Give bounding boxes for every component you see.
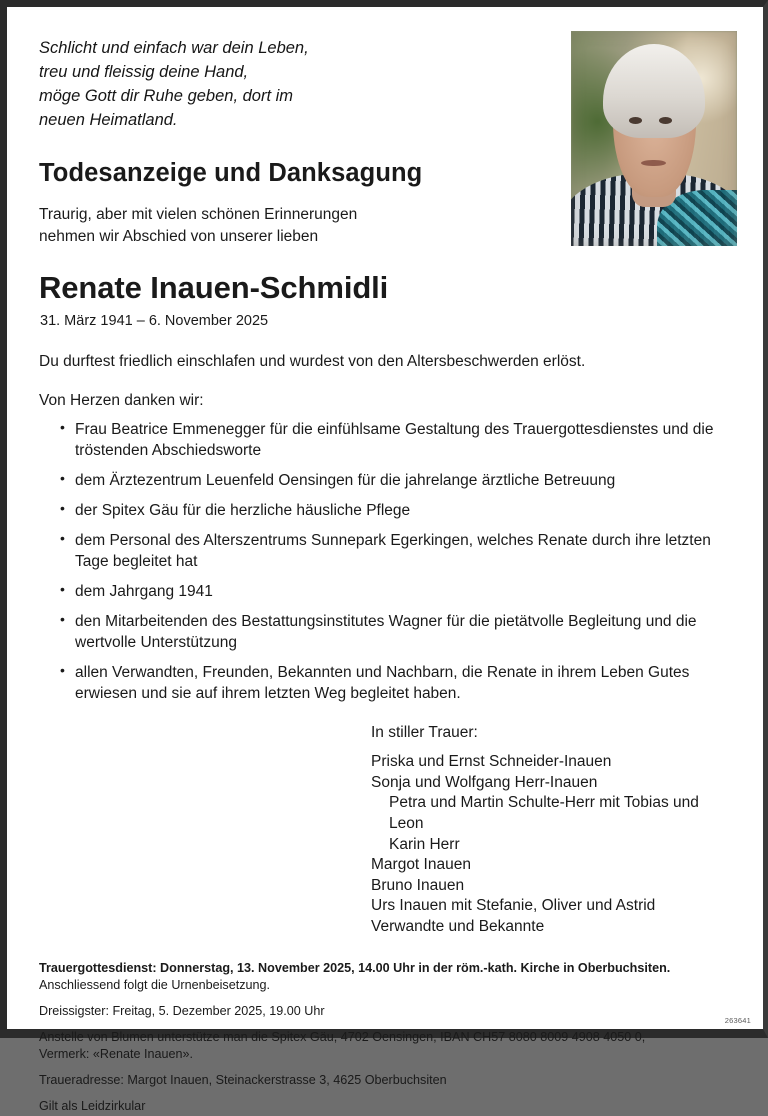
list-item: • dem Ärztezentrum Leuenfeld Oensingen für die jahrelange ärztliche Betreuung (33, 470, 735, 491)
mourners-heading: In stiller Trauer: (371, 723, 478, 741)
thanks-list (33, 419, 735, 705)
funeral-service-line: Trauergottesdienst: Donnerstag, 13. November 2025, 14.00 Uhr in der röm.-kath. Kirche in Oberbuchsiten. (39, 960, 671, 975)
mourner-entry: Karin Herr (389, 835, 460, 853)
mourner-entry: Sonja und Wolfgang Herr-Inauen (371, 773, 598, 791)
list-item: • der Spitex Gäu für die herzliche häusliche Pflege (33, 500, 735, 521)
dreissigster-info: Dreissigster: Freitag, 5. Dezember 2025, 19.00 Uhr (39, 1003, 325, 1018)
portrait-photo (571, 31, 737, 246)
mourner-entry: Petra und Martin Schulte-Herr mit Tobias und Leon (389, 794, 699, 832)
thanks-lead: Von Herzen danken wir: (39, 391, 204, 409)
lead-text (39, 204, 559, 248)
intro-text: Du durftest friedlich einschlafen und wurdest von den Altersbeschwerden erlöst. (39, 352, 586, 370)
memorial-poem (39, 37, 559, 133)
donation-line-2: Vermerk: «Renate Inauen». (39, 1047, 194, 1062)
lead-line: Traurig, aber mit vielen schönen Erinnerungen (39, 205, 358, 223)
poem-line: treu und fleissig deine Hand, (39, 62, 249, 81)
list-item: • Frau Beatrice Emmenegger für die einfühlsame Gestaltung des Trauergottesdienstes und die tröstenden Abschiedsworte (33, 419, 735, 461)
portrait-vignette (571, 31, 737, 246)
donation-line-1: Anstelle von Blumen unterstütze man die Spitex Gäu, 4702 Oensingen, IBAN CH57 8080 8009 4908 4050 0, (39, 1030, 646, 1045)
leidzirkular-note: Gilt als Leidzirkular (39, 1099, 146, 1114)
list-item: • allen Verwandten, Freunden, Bekannten und Nachbarn, die Renate in ihrem Leben Gutes erwiesen und sie auf ihrem letzten Weg begleitet haben. (33, 662, 735, 704)
page-title: Todesanzeige und Danksagung (39, 158, 423, 187)
funeral-service-info (39, 960, 735, 994)
mourner-entry: Urs Inauen mit Stefanie, Oliver und Astrid (371, 897, 656, 915)
mourner-entry: Margot Inauen (371, 856, 471, 874)
obituary-content (7, 7, 763, 1114)
mourner-entry: Verwandte und Bekannte (371, 918, 545, 936)
mourning-address: Traueradresse: Margot Inauen, Steinackerstrasse 3, 4625 Oberbuchsiten (39, 1073, 447, 1088)
list-item: • dem Personal des Alterszentrums Sunnepark Egerkingen, welches Renate durch ihre letzten Tage begleitet hat (33, 530, 735, 572)
poem-line: Schlicht und einfach war dein Leben, (39, 39, 309, 57)
donation-info (39, 1029, 735, 1063)
list-item: • den Mitarbeitenden des Bestattungsinstitutes Wagner für die pietätvolle Begleitung und die wertvolle Unterstützung (33, 611, 735, 653)
funeral-service-note: Anschliessend folgt die Urnenbeisetzung. (39, 977, 271, 992)
list-item: • dem Jahrgang 1941 (33, 581, 735, 602)
lead-line: nehmen wir Abschied von unserer lieben (39, 227, 319, 245)
mourner-entry: Priska und Ernst Schneider-Inauen (371, 753, 612, 771)
poem-line: möge Gott dir Ruhe geben, dort im (39, 86, 294, 105)
deceased-dates: 31. März 1941 – 6. November 2025 (40, 312, 269, 329)
reference-number: 263641 (724, 1016, 751, 1025)
mourners-block (371, 723, 735, 938)
mourner-entry: Bruno Inauen (371, 876, 465, 894)
poem-line: neuen Heimatland. (39, 110, 178, 129)
deceased-name: Renate Inauen-Schmidli (39, 269, 389, 305)
